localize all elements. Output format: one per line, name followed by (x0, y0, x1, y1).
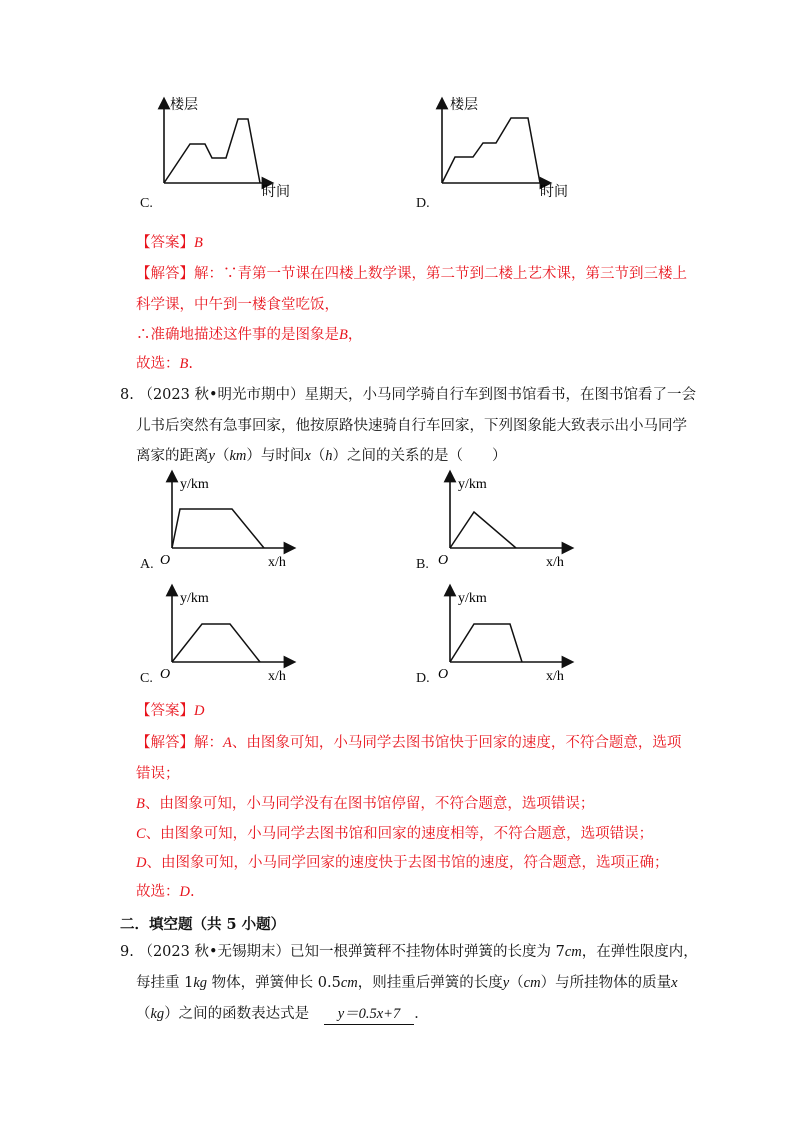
graph-curve (172, 624, 260, 662)
q8-solution-line2: 错误； (136, 766, 180, 782)
q8-option-a-letter: A. (140, 557, 154, 572)
x-axis-label: x/h (268, 555, 286, 570)
q7-solution-line1: 【解答】解：∵青第一节课在四楼上数学课，第二节到二楼上艺术课，第三节到三楼上 (136, 266, 687, 282)
q8-solution-line1: 【解答】解：A、由图象可知，小马同学去图书馆快于回家的速度，不符合题意，选项 (136, 735, 682, 751)
q8-graph-d (418, 584, 598, 689)
q7-answer: 【答案】B (136, 235, 203, 251)
q8-line3: 离家的距离y（km）与时间x（h）之间的关系的是（ ） (136, 448, 507, 464)
graph-curve (450, 624, 522, 662)
q7-option-d-letter: D. (416, 196, 430, 211)
q7-solution-line4: 故选：B. (136, 356, 193, 372)
y-axis-label: y/km (458, 591, 487, 606)
x-axis-label: x/h (546, 669, 564, 684)
q8-line1: 8. （2023 秋•明光市期中）星期天，小马同学骑自行车到图书馆看书，在图书馆看了一会 (120, 387, 697, 403)
q8-option-b-letter: B. (416, 557, 429, 572)
q8-graph-a (140, 470, 320, 575)
x-axis-label: x/h (268, 669, 286, 684)
section-title: 二．填空题（共 5 小题） (120, 916, 286, 933)
x-axis-label: 时间 (540, 185, 568, 200)
y-axis-label: 楼层 (170, 98, 198, 113)
origin-label: O (160, 667, 171, 682)
q9-line3: （kg）之间的函数表达式是 y＝0.5x+7 ． (136, 1004, 429, 1025)
fill-in-answer: y＝0.5x+7 (324, 1004, 415, 1025)
graph-curve (450, 512, 516, 548)
q8-solution-line4: C、由图象可知，小马同学去图书馆和回家的速度相等，不符合题意，选项错误； (136, 826, 654, 842)
x-axis-label: 时间 (262, 185, 290, 200)
q8-solution-line3: B、由图象可知，小马同学没有在图书馆停留，不符合题意，选项错误； (136, 796, 595, 812)
q8-option-c-letter: C. (140, 671, 153, 686)
origin-label: O (438, 667, 449, 682)
q8-option-d-letter: D. (416, 671, 430, 686)
graph-curve (172, 509, 264, 548)
x-axis-label: x/h (546, 555, 564, 570)
q9-line2: 每挂重 1kg 物体，弹簧伸长 0.5cm，则挂重后弹簧的长度y（cm）与所挂物体的质量x (136, 975, 678, 991)
origin-label: O (160, 553, 171, 568)
q7-graph-d (418, 95, 588, 205)
q7-option-c-letter: C. (140, 196, 153, 211)
q7-graph-c (140, 95, 310, 205)
q8-solution-line5: D、由图象可知，小马同学回家的速度快于去图书馆的速度，符合题意，选项正确； (136, 855, 669, 871)
q8-answer: 【答案】D (136, 703, 205, 719)
y-axis-label: y/km (458, 477, 487, 492)
graph-curve (164, 119, 260, 183)
graph-curve (442, 118, 540, 183)
q7-solution-line2: 科学课，中午到一楼食堂吃饭， (136, 297, 339, 313)
y-axis-label: 楼层 (450, 98, 478, 113)
q8-graph-b (418, 470, 598, 575)
origin-label: O (438, 553, 449, 568)
q9-line1: 9. （2023 秋•无锡期末）已知一根弹簧秤不挂物体时弹簧的长度为 7cm，在弹性限度内， (120, 944, 698, 960)
q7-solution-line3: ∴准确地描述这件事的是图象是B， (136, 327, 363, 343)
q8-solution-line6: 故选：D. (136, 884, 195, 900)
q8-line2: 儿书后突然有急事回家，他按原路快速骑自行车回家，下列图象能大致表示出小马同学 (136, 418, 687, 434)
y-axis-label: y/km (180, 477, 209, 492)
q8-graph-c (140, 584, 320, 689)
y-axis-label: y/km (180, 591, 209, 606)
